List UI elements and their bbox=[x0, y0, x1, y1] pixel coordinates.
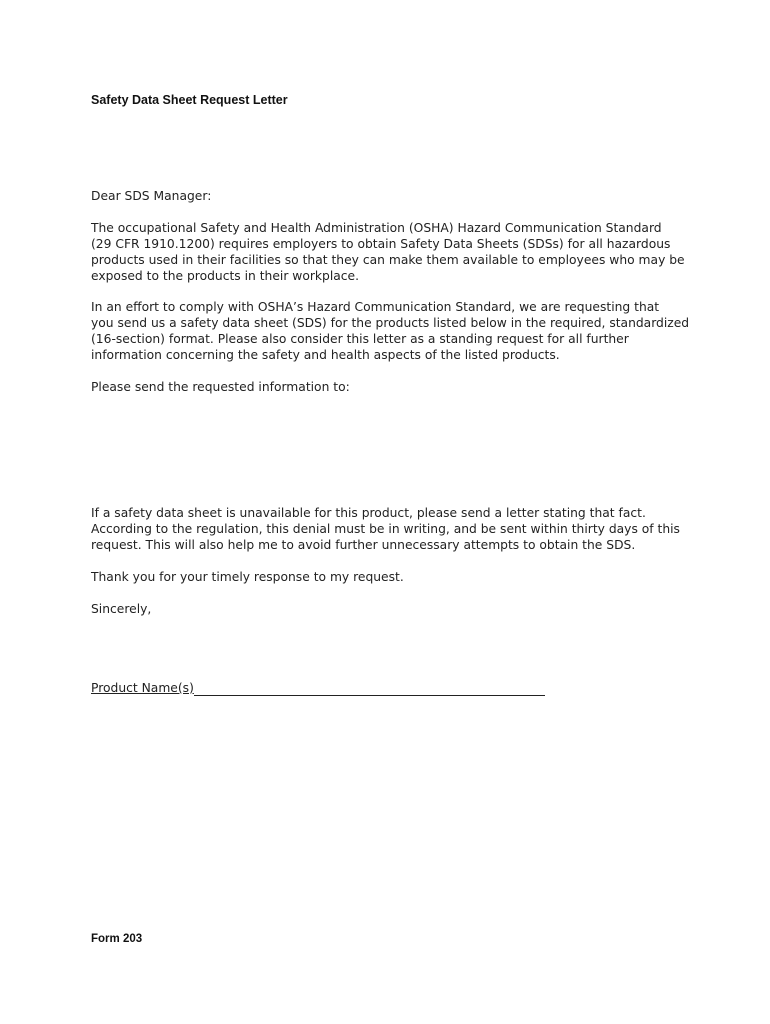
product-name-field[interactable] bbox=[91, 680, 545, 696]
paragraph-thanks: Thank you for your timely response to my request. bbox=[91, 570, 404, 584]
paragraph-line: (29 CFR 1910.1200) requires employers to obtain Safety Data Sheets (SDSs) for all hazardous bbox=[91, 237, 671, 251]
closing: Sincerely, bbox=[91, 602, 152, 616]
greeting: Dear SDS Manager: bbox=[91, 189, 212, 203]
product-name-blank-line[interactable] bbox=[194, 683, 545, 696]
paragraph-line: exposed to the products in their workplace. bbox=[91, 269, 360, 283]
product-name-label: Product Name(s) bbox=[91, 681, 194, 695]
paragraph-request bbox=[91, 299, 691, 363]
paragraph-send-to: Please send the requested information to: bbox=[91, 380, 350, 394]
paragraph-line: (16-section) format. Please also consider this letter as a standing request for all further bbox=[91, 332, 629, 346]
paragraph-line: In an effort to comply with OSHA’s Hazard Communication Standard, we are requesting that bbox=[91, 300, 660, 314]
paragraph-line: If a safety data sheet is unavailable for this product, please send a letter stating that fact. bbox=[91, 506, 646, 520]
paragraph-line: you send us a safety data sheet (SDS) for the products listed below in the required, standardized bbox=[91, 316, 690, 330]
paragraph-line: The occupational Safety and Health Administration (OSHA) Hazard Communication Standard bbox=[91, 221, 662, 235]
paragraph-unavailable bbox=[91, 505, 691, 553]
form-number: Form 203 bbox=[91, 933, 143, 945]
paragraph-line: products used in their facilities so that they can make them available to employees who may be bbox=[91, 253, 685, 267]
paragraph-line: According to the regulation, this denial must be in writing, and be sent within thirty days of this bbox=[91, 522, 680, 536]
paragraph-line: request. This will also help me to avoid further unnecessary attempts to obtain the SDS. bbox=[91, 538, 636, 552]
paragraph-line: information concerning the safety and health aspects of the listed products. bbox=[91, 348, 560, 362]
document-title: Safety Data Sheet Request Letter bbox=[91, 93, 288, 107]
paragraph-osha-requirement bbox=[91, 220, 691, 284]
